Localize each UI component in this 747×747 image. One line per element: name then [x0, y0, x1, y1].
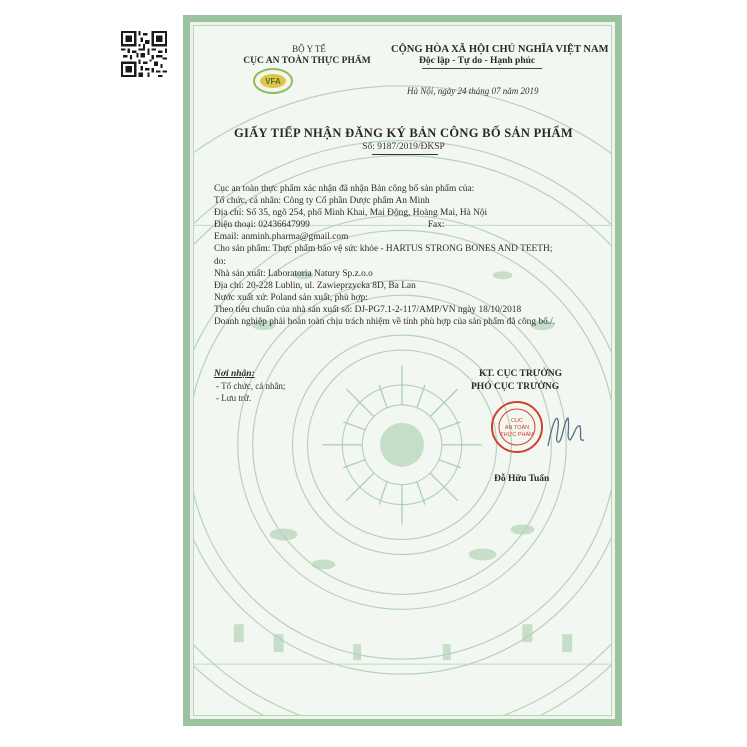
signer-name: Đỗ Hữu Tuấn — [494, 474, 550, 484]
body-product-by: do: — [214, 256, 226, 267]
recipients-heading: Nơi nhận: — [214, 369, 255, 379]
document-number: Số: 9187/2019/ĐKSP — [362, 142, 445, 152]
body-manufacturer: Nhà sản xuất: Laboratoria Natury Sp.z.o.o — [214, 268, 373, 279]
handwritten-signature — [542, 406, 590, 456]
signatory-position: PHÓ CỤC TRƯỞNG — [471, 382, 560, 392]
national-motto: Độc lập - Tự do - Hạnh phúc — [419, 56, 536, 66]
agency-logo-icon — [252, 66, 294, 96]
issue-date: Hà Nội, ngày 24 tháng 07 năm 2019 — [407, 86, 539, 96]
document-title: GIẤY TIẾP NHẬN ĐĂNG KÝ BẢN CÔNG BỐ SẢN PHẨM — [234, 126, 573, 140]
recipient-item: - Lưu trữ. — [216, 393, 251, 403]
body-phone: Điện thoại: 02436647999 — [214, 220, 310, 231]
certificate-background — [193, 25, 612, 716]
body-email: Email: anminh.pharma@gmail.com — [214, 232, 349, 243]
document-body — [214, 183, 555, 328]
recipient-item: - Tổ chức, cá nhân; — [216, 381, 286, 391]
body-product: Cho sản phẩm: Thực phẩm bảo vệ sức khỏe - HARTUS STRONG BONES AND TEETH; — [214, 244, 553, 255]
body-fax: Fax: — [427, 220, 445, 231]
body-standard: Theo tiêu chuẩn của nhà sản xuất số: DJ-PG7.1-2-117/AMP/VN ngày 18/10/2018 — [214, 304, 522, 315]
republic-header: CỘNG HÒA XÃ HỘI CHỦ NGHĨA VIỆT NAM — [391, 44, 609, 55]
ministry-name: BỘ Y TẾ — [292, 44, 326, 54]
agency-name: CỤC AN TOÀN THỰC PHẨM — [243, 56, 371, 66]
qr-code — [121, 31, 167, 77]
certificate-document — [183, 15, 622, 726]
svg-text:THỰC PHẨM: THỰC PHẨM — [500, 432, 534, 438]
body-intro: Cục an toàn thực phẩm xác nhận đã nhận Bản công bố sản phẩm của: — [214, 184, 475, 194]
signatory-title: KT. CỤC TRƯỞNG — [479, 369, 562, 379]
logo-text: VFA — [265, 77, 281, 86]
svg-text:AN TOÀN: AN TOÀN — [504, 425, 530, 431]
motto-underline — [422, 68, 542, 69]
body-address: Địa chỉ: Số 35, ngõ 254, phố Minh Khai, Mai Động, Hoàng Mai, Hà Nội — [214, 208, 488, 219]
body-manufacturer-address: Địa chỉ: 20-228 Lublin, ul. Zawieprzycka 8D, Ba Lan — [214, 280, 416, 291]
body-phone-row — [214, 219, 555, 231]
official-stamp-icon — [490, 400, 544, 454]
body-origin: Nước xuất xứ: Poland sản xuất, phù hợp: — [214, 292, 368, 303]
svg-text:CỤC: CỤC — [511, 418, 523, 424]
body-organization: Tổ chức, cá nhân: Công ty Cổ phần Dược phẩm An Minh — [214, 196, 430, 207]
number-underline — [372, 154, 438, 155]
body-responsibility: Doanh nghiệp phải hoàn toàn chịu trách nhiệm về tính phù hợp của sản phẩm đã công bố./. — [214, 317, 556, 328]
